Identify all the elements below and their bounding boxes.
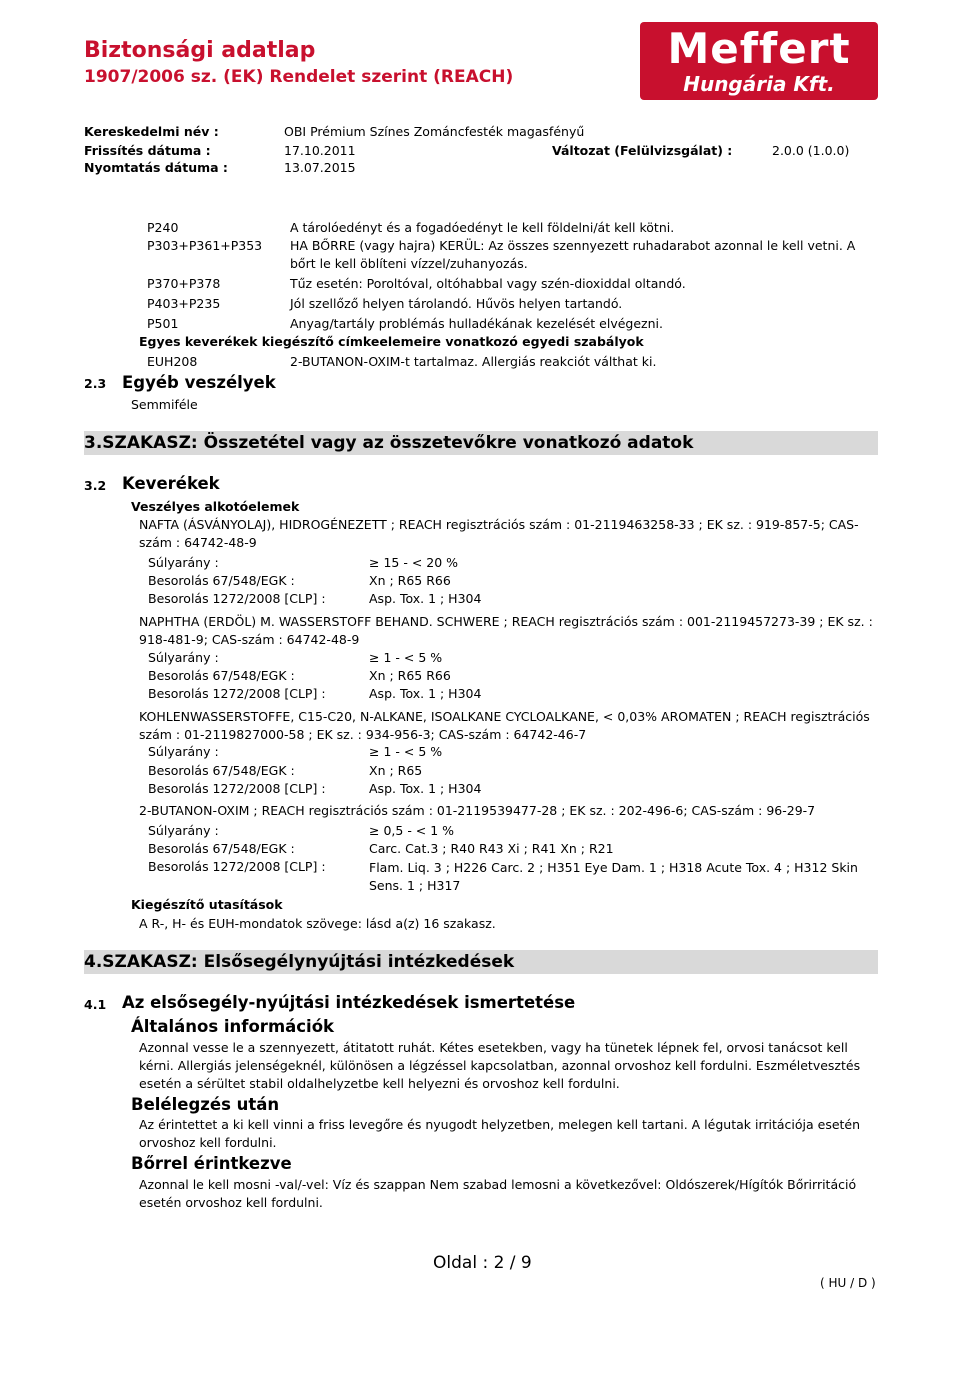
class-clp-value: Asp. Tox. 1 ; H304 <box>369 781 482 796</box>
supplemental-heading: Egyes keverékek kiegészítő címkeelemeire vonatkozó egyedi szabályok <box>139 334 644 349</box>
class-dsd-value: Xn ; R65 <box>369 763 423 778</box>
skin-contact-text: Azonnal le kell mosni -val/-vel: Víz és szappan Nem szabad lemosni a következővel: Oldószerek/Hígítók Bőrirritáció esetén orvoshoz kell fordulni. <box>139 1177 857 1210</box>
class-dsd-value: Xn ; R65 R66 <box>369 668 451 683</box>
company-logo <box>640 22 878 100</box>
component-name: NAPHTHA (ERDÖL) M. WASSERSTOFF BEHAND. SCHWERE ; REACH regisztrációs szám : 001-2119457273-39 ; EK sz. : 918-481-9; CAS-szám : 64742-48-9 <box>139 614 873 647</box>
weight-value: ≥ 1 - < 5 % <box>369 650 443 665</box>
extra-instructions-text: A R-, H- és EUH-mondatok szövege: lásd a(z) 16 szakasz. <box>139 916 496 931</box>
section-2-3-title: Egyéb veszélyek <box>122 373 276 392</box>
class-dsd-label: Besorolás 67/548/EGK : <box>148 841 295 856</box>
component-name: KOHLENWASSERSTOFFE, C15-C20, N-ALKANE, ISOALKANE CYCLOALKANE, < 0,03% AROMATEN ; REACH regisztrációs szám : 01-2119827000-58 ; EK sz. : 934-956-3; CAS-szám : 64742-46-7 <box>139 709 870 742</box>
weight-value: ≥ 1 - < 5 % <box>369 744 443 759</box>
section-2-3-number: 2.3 <box>84 376 107 391</box>
component-name: NAFTA (ÁSVÁNYOLAJ), HIDROGÉNEZETT ; REACH regisztrációs szám : 01-2119463258-33 ; EK sz. : 919-857-5; CAS-szám : 64742-48-9 <box>139 517 859 550</box>
p-text: Tűz esetén: Poroltóval, oltóhabbal vagy szén-dioxiddal oltandó. <box>290 276 686 291</box>
class-clp-label: Besorolás 1272/2008 [CLP] : <box>148 781 326 796</box>
section-4-bar <box>84 950 878 974</box>
trade-name-value: OBI Prémium Színes Zománcfesték magasfényű <box>284 124 585 139</box>
section-3-2-title: Keverékek <box>122 474 220 493</box>
p-code: P303+P361+P353 <box>147 238 263 253</box>
supplemental-text: 2-BUTANON-OXIM-t tartalmaz. Allergiás reakciót válthat ki. <box>290 354 657 369</box>
hazardous-components-heading: Veszélyes alkotóelemek <box>131 499 300 514</box>
skin-contact-heading: Bőrrel érintkezve <box>131 1154 292 1173</box>
class-dsd-value: Xn ; R65 R66 <box>369 573 451 588</box>
revision-date-value: 17.10.2011 <box>284 143 356 158</box>
weight-value: ≥ 0,5 - < 1 % <box>369 823 455 838</box>
class-clp-value: Asp. Tox. 1 ; H304 <box>369 591 482 606</box>
weight-label: Súlyarány : <box>148 555 219 570</box>
version-value: 2.0.0 (1.0.0) <box>772 143 850 158</box>
ge-icon: ≥ <box>369 650 380 665</box>
section-3-2-number: 3.2 <box>84 478 107 493</box>
class-dsd-label: Besorolás 67/548/EGK : <box>148 573 295 588</box>
class-clp-label: Besorolás 1272/2008 [CLP] : <box>148 686 326 701</box>
p-text: Jól szellőző helyen tárolandó. Hűvös helyen tartandó. <box>290 296 623 311</box>
print-date-label: Nyomtatás dátuma : <box>84 160 228 175</box>
revision-date-label: Frissítés dátuma : <box>84 143 211 158</box>
class-clp-label: Besorolás 1272/2008 [CLP] : <box>148 859 326 874</box>
p-text: HA BŐRRE (vagy hajra) KERÜL: Az összes szennyezett ruhadarabot azonnal le kell vetni. A bőrt le kell öblíteni vízzel/zuhanyozás. <box>290 238 856 271</box>
p-code: P403+P235 <box>147 296 221 311</box>
p-text: A tárolóedényt és a fogadóedényt le kell földelni/át kell kötni. <box>290 220 675 235</box>
section-4-1-number: 4.1 <box>84 997 107 1012</box>
regulation-subtitle: 1907/2006 sz. (EK) Rendelet szerint (REACH) <box>84 67 514 87</box>
p-text: Anyag/tartály problémás hulladékának kezelését elvégezni. <box>290 316 663 331</box>
class-dsd-label: Besorolás 67/548/EGK : <box>148 668 295 683</box>
weight-label: Súlyarány : <box>148 744 219 759</box>
section-2-3-text: Semmiféle <box>131 397 198 412</box>
logo-line-2: Hungária Kft. <box>683 72 835 96</box>
supplemental-code: EUH208 <box>147 354 198 369</box>
p-code: P240 <box>147 220 179 235</box>
class-clp-label: Besorolás 1272/2008 [CLP] : <box>148 591 326 606</box>
version-label: Változat (Felülvizsgálat) : <box>552 143 733 158</box>
general-info-heading: Általános információk <box>131 1017 335 1036</box>
language-code: ( HU / D ) <box>820 1276 876 1290</box>
ge-icon: ≥ <box>369 823 380 838</box>
ge-icon: ≥ <box>369 555 380 570</box>
section-4-1-title: Az elsősegély-nyújtási intézkedések ismertetése <box>122 993 576 1012</box>
class-clp-value: Asp. Tox. 1 ; H304 <box>369 686 482 701</box>
weight-value: ≥ 15 - < 20 % <box>369 555 459 570</box>
class-dsd-label: Besorolás 67/548/EGK : <box>148 763 295 778</box>
trade-name-label: Kereskedelmi név : <box>84 124 219 139</box>
ge-icon: ≥ <box>369 744 380 759</box>
class-dsd-value: Carc. Cat.3 ; R40 R43 Xi ; R41 Xn ; R21 <box>369 841 614 856</box>
class-clp-value: Flam. Liq. 3 ; H226 Carc. 2 ; H351 Eye Dam. 1 ; H318 Acute Tox. 4 ; H312 Skin Sens. 1 ; H317 <box>369 860 858 893</box>
logo-line-1: Meffert <box>667 24 851 73</box>
page-number: Oldal : 2 / 9 <box>433 1253 532 1273</box>
general-info-text: Azonnal vesse le a szennyezett, átitatott ruhát. Kétes esetekben, vagy ha tünetek lépnek fel, orvosi tanácsot kell kérni. Allergiás jelenségeknél, különösen a légzéssel kapcsolatban, azonnal orvoshoz kell fordulni. Eszméletvesztés esetén a sérültet stabil oldalhelyzetbe kell helyezni és orvoshoz kell fordulni. <box>139 1040 861 1091</box>
section-3-bar <box>84 431 878 455</box>
inhalation-heading: Belélegzés után <box>131 1095 280 1114</box>
section-3-title: 3.SZAKASZ: Összetétel vagy az összetevőkre vonatkozó adatok <box>84 433 694 453</box>
component-name: 2-BUTANON-OXIM ; REACH regisztrációs szám : 01-2119539477-28 ; EK sz. : 202-496-6; CAS-szám : 96-29-7 <box>139 803 816 818</box>
section-4-title: 4.SZAKASZ: Elsősegélynyújtási intézkedések <box>84 952 515 972</box>
p-code: P370+P378 <box>147 276 221 291</box>
weight-label: Súlyarány : <box>148 650 219 665</box>
p-code: P501 <box>147 316 179 331</box>
extra-instructions-heading: Kiegészítő utasítások <box>131 897 283 912</box>
document-title: Biztonsági adatlap <box>84 38 316 63</box>
inhalation-text: Az érintettet a ki kell vinni a friss levegőre és nyugodt helyzetben, melegen kell tartani. A légutak irritációja esetén orvoshoz kell fordulni. <box>139 1117 861 1150</box>
print-date-value: 13.07.2015 <box>284 160 356 175</box>
weight-label: Súlyarány : <box>148 823 219 838</box>
